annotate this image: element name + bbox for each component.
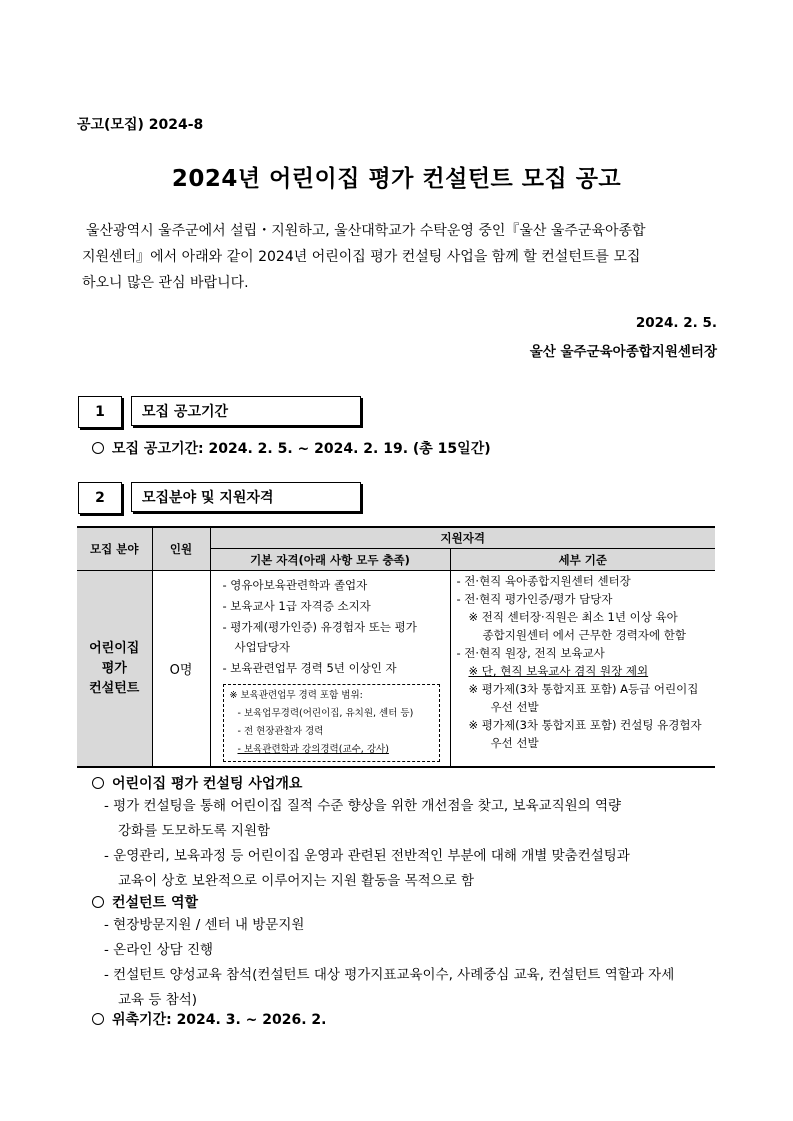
detail-item: 종합지원센터 에서 근무한 경력자에 한함 (482, 628, 686, 642)
detail-cell (450, 571, 715, 768)
basic-item: - 보육관련업무 경력 5년 이상인 자 (222, 661, 397, 675)
experience-scope-box (223, 684, 440, 762)
overview-body (104, 794, 630, 894)
page-title: 2024년 어린이집 평가 컨설턴트 모집 공고 (171, 166, 622, 192)
circle-bullet-icon (92, 777, 104, 789)
intro-line: 울산광역시 울주군에서 설립・지원하고, 울산대학교가 수탁운영 중인『울산 울주군육아종합 (86, 223, 646, 239)
detail-item: 우선 선발 (490, 700, 539, 714)
issuer: 울산 울주군육아종합지원센터장 (529, 344, 717, 360)
intro-paragraph (82, 218, 722, 296)
scope-title: ※ 보육관련업무 경력 포함 범위: (229, 690, 363, 701)
role-heading (92, 892, 198, 912)
basic-item: - 보육교사 1급 자격증 소지자 (222, 599, 371, 613)
detail-item: - 전·현직 육아종합지원센터 센터장 (456, 574, 631, 588)
overview-line: - 운영관리, 보육과정 등 어린이집 운영과 관련된 전반적인 부분에 대해 개별 맞춤컨설팅과 (104, 848, 630, 864)
section-1-number: 1 (78, 396, 122, 428)
detail-item: ※ 평가제(3차 통합지표 포함) 컨설팅 유경험자 (468, 718, 702, 732)
recruitment-period-text: 모집 공고기간: 2024. 2. 5. ~ 2024. 2. 19. (총 15일간) (112, 441, 491, 457)
role-body (104, 913, 674, 1013)
header-detail: 세부 기준 (450, 549, 715, 571)
circle-bullet-icon (92, 442, 104, 454)
scope-item: - 전 현장관찰자 경력 (237, 726, 324, 737)
detail-item: 우선 선발 (490, 736, 539, 750)
overview-heading (92, 773, 302, 793)
detail-item: ※ 전직 센터장·직원은 최소 1년 이상 육아 (468, 610, 678, 624)
role-line: 교육 등 참석) (118, 992, 198, 1008)
scope-item: - 보육업무경력(어린이집, 유치원, 센터 등) (237, 708, 414, 719)
detail-item: - 전·현직 원장, 전직 보육교사 (456, 646, 605, 660)
appointment-term-text: 위촉기간: 2024. 3. ~ 2026. 2. (112, 1012, 327, 1028)
appointment-term (92, 1009, 326, 1029)
overview-line: - 평가 컨설팅을 통해 어린이집 질적 수준 향상을 위한 개선점을 찾고, 보육교직원의 역량 (104, 798, 622, 814)
section-1-title: 모집 공고기간 (131, 396, 361, 426)
section-2-title: 모집분야 및 지원자격 (131, 482, 361, 512)
field-line: 컨설턴트 (89, 680, 140, 696)
role-line: - 온라인 상담 진행 (104, 942, 214, 958)
role-line: - 컨설턴트 양성교육 참석(컨설턴트 대상 평가지표교육이수, 사례중심 교육, 컨설턴트 역할과 자세 (104, 967, 675, 983)
intro-line: 지원센터』에서 아래와 같이 2024년 어린이집 평가 컨설팅 사업을 함께 할 컨설턴트를 모집 (82, 249, 641, 265)
basic-item: 사업담당자 (234, 640, 291, 654)
basic-cell (210, 571, 450, 768)
detail-item: - 전·현직 평가인증/평가 담당자 (456, 592, 613, 606)
field-line: 평가 (101, 660, 127, 676)
basic-item: - 영유아보육관련학과 졸업자 (222, 578, 368, 592)
header-qualification: 지원자격 (210, 527, 715, 549)
intro-line: 하오니 많은 관심 바랍니다. (82, 275, 249, 291)
overview-line: 교육이 상호 보완적으로 이루어지는 지원 활동을 목적으로 함 (118, 873, 475, 889)
basic-item: - 평가제(평가인증) 유경험자 또는 평가 (222, 620, 417, 634)
detail-item: ※ 평가제(3차 통합지표 포함) A등급 어린이집 (468, 682, 699, 696)
recruitment-period (92, 438, 491, 458)
announcement-date: 2024. 2. 5. (635, 315, 717, 331)
detail-item: ※ 단, 현직 보육교사 겸직 원장 제외 (468, 664, 649, 678)
circle-bullet-icon (92, 896, 104, 908)
overview-line: 강화를 도모하도록 지원함 (118, 823, 271, 839)
overview-heading-text: 어린이집 평가 컨설팅 사업개요 (112, 776, 303, 792)
field-line: 어린이집 (89, 640, 140, 656)
role-heading-text: 컨설턴트 역할 (112, 895, 199, 911)
header-count: 인원 (152, 527, 210, 571)
scope-item: - 보육관련학과 강의경력(교수, 강사) (237, 744, 389, 755)
document-code: 공고(모집) 2024-8 (77, 117, 204, 133)
circle-bullet-icon (92, 1013, 104, 1025)
role-line: - 현장방문지원 / 센터 내 방문지원 (104, 917, 305, 933)
header-basic: 기본 자격(아래 사항 모두 충족) (210, 549, 450, 571)
header-field: 모집 분야 (77, 527, 152, 571)
section-2-number: 2 (78, 482, 122, 514)
qualification-table (77, 526, 715, 768)
count-cell: O명 (152, 571, 210, 768)
field-cell (77, 571, 152, 768)
